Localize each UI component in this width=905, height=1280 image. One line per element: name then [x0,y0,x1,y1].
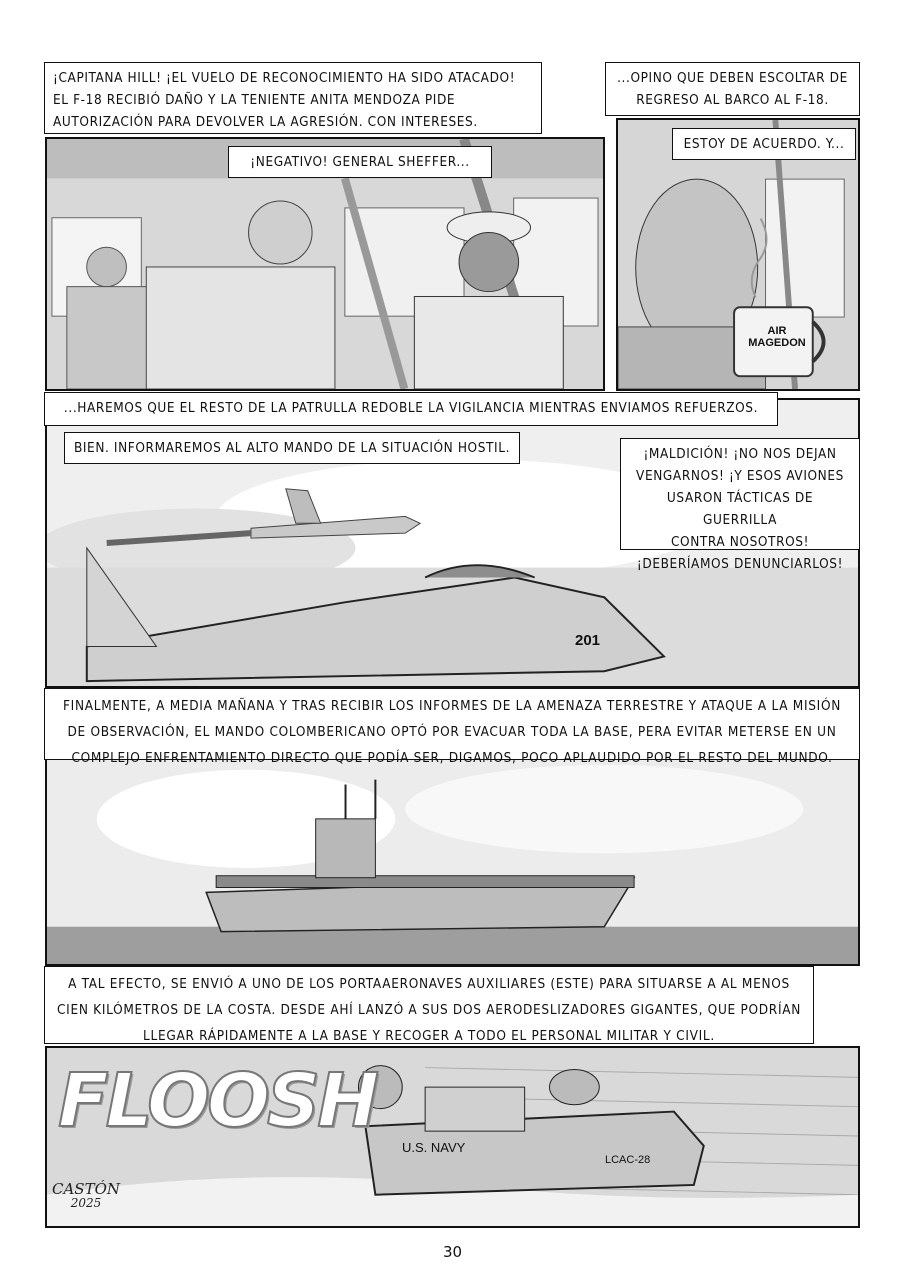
page-number: 30 [442,1243,463,1261]
narration-caption-evacuation: FINALMENTE, A MEDIA MAÑANA Y TRAS RECIBIR LOS INFORMES DE LA AMENAZA TERRESTRE Y ATAQUE A LA MISIÓN DE OBSERVACIÓN, EL MANDO COLOMBERICANO OPTÓ POR EVACUAR TODA LA BASE, PERA EVITAR METERSE EN UN COMPLEJO ENFRENTAMIENTO DIRECTO QUE PODÍA SER, DIGAMOS, POCO APLAUDIDO POR EL RESTO DEL MUNDO. [44,688,860,760]
speech-balloon-haremos: ...HAREMOS QUE EL RESTO DE LA PATRULLA REDOBLE LA VIGILANCIA MIENTRAS ENVIAMOS REFUERZOS. [44,392,778,426]
mug-label: AIR MAGEDON [748,325,806,349]
narration-caption-hovercraft: A TAL EFECTO, SE ENVIÓ A UNO DE LOS PORTAAERONAVES AUXILIARES (ESTE) PARA SITUARSE A AL MENOS CIEN KILÓMETROS DE LA COSTA. DESDE AHÍ LANZÓ A SUS DOS AERODESLIZADORES GIGANTES, QUE PODRÍAN LLEGAR RÁPIDAMENTE A LA BASE Y RECOGER A TODO EL PERSONAL MILITAR Y CIVIL. [44,966,814,1044]
ship-art [47,760,858,964]
hull-label-lcac: LCAC-28 [605,1154,651,1166]
speech-balloon-negativo: ¡NEGATIVO! GENERAL SHEFFER... [228,146,492,178]
signature-name: CASTÓN [52,1180,121,1198]
hull-label-navy: U.S. NAVY [402,1140,466,1155]
sound-effect-floosh: FLOOSH [58,1058,377,1144]
jet-number: 201 [575,632,601,649]
speech-balloon-acuerdo: ESTOY DE ACUERDO. Y... [672,128,856,160]
panel-ship [45,758,860,966]
speech-balloon-opino: ...OPINO QUE DEBEN ESCOLTAR DE REGRESO AL BARCO AL F-18. [605,62,860,116]
artist-signature [52,1182,120,1210]
speech-balloon-maldicion: ¡MALDICIÓN! ¡NO NOS DEJAN VENGARNOS! ¡Y ESOS AVIONES USARON TÁCTICAS DE GUERRILLA CONTRA NOSOTROS! ¡DEBERÍAMOS DENUNCIARLOS! [620,438,860,550]
speech-balloon-informaremos: BIEN. INFORMAREMOS AL ALTO MANDO DE LA SITUACIÓN HOSTIL. [64,432,520,464]
speech-balloon-radio: ¡CAPITANA HILL! ¡EL VUELO DE RECONOCIMIENTO HA SIDO ATACADO! EL F-18 RECIBIÓ DAÑO Y LA TENIENTE ANITA MENDOZA PIDE AUTORIZACIÓN PARA DEVOLVER LA AGRESIÓN. CON INTERESES. [44,62,542,134]
signature-year: 2025 [70,1196,102,1210]
